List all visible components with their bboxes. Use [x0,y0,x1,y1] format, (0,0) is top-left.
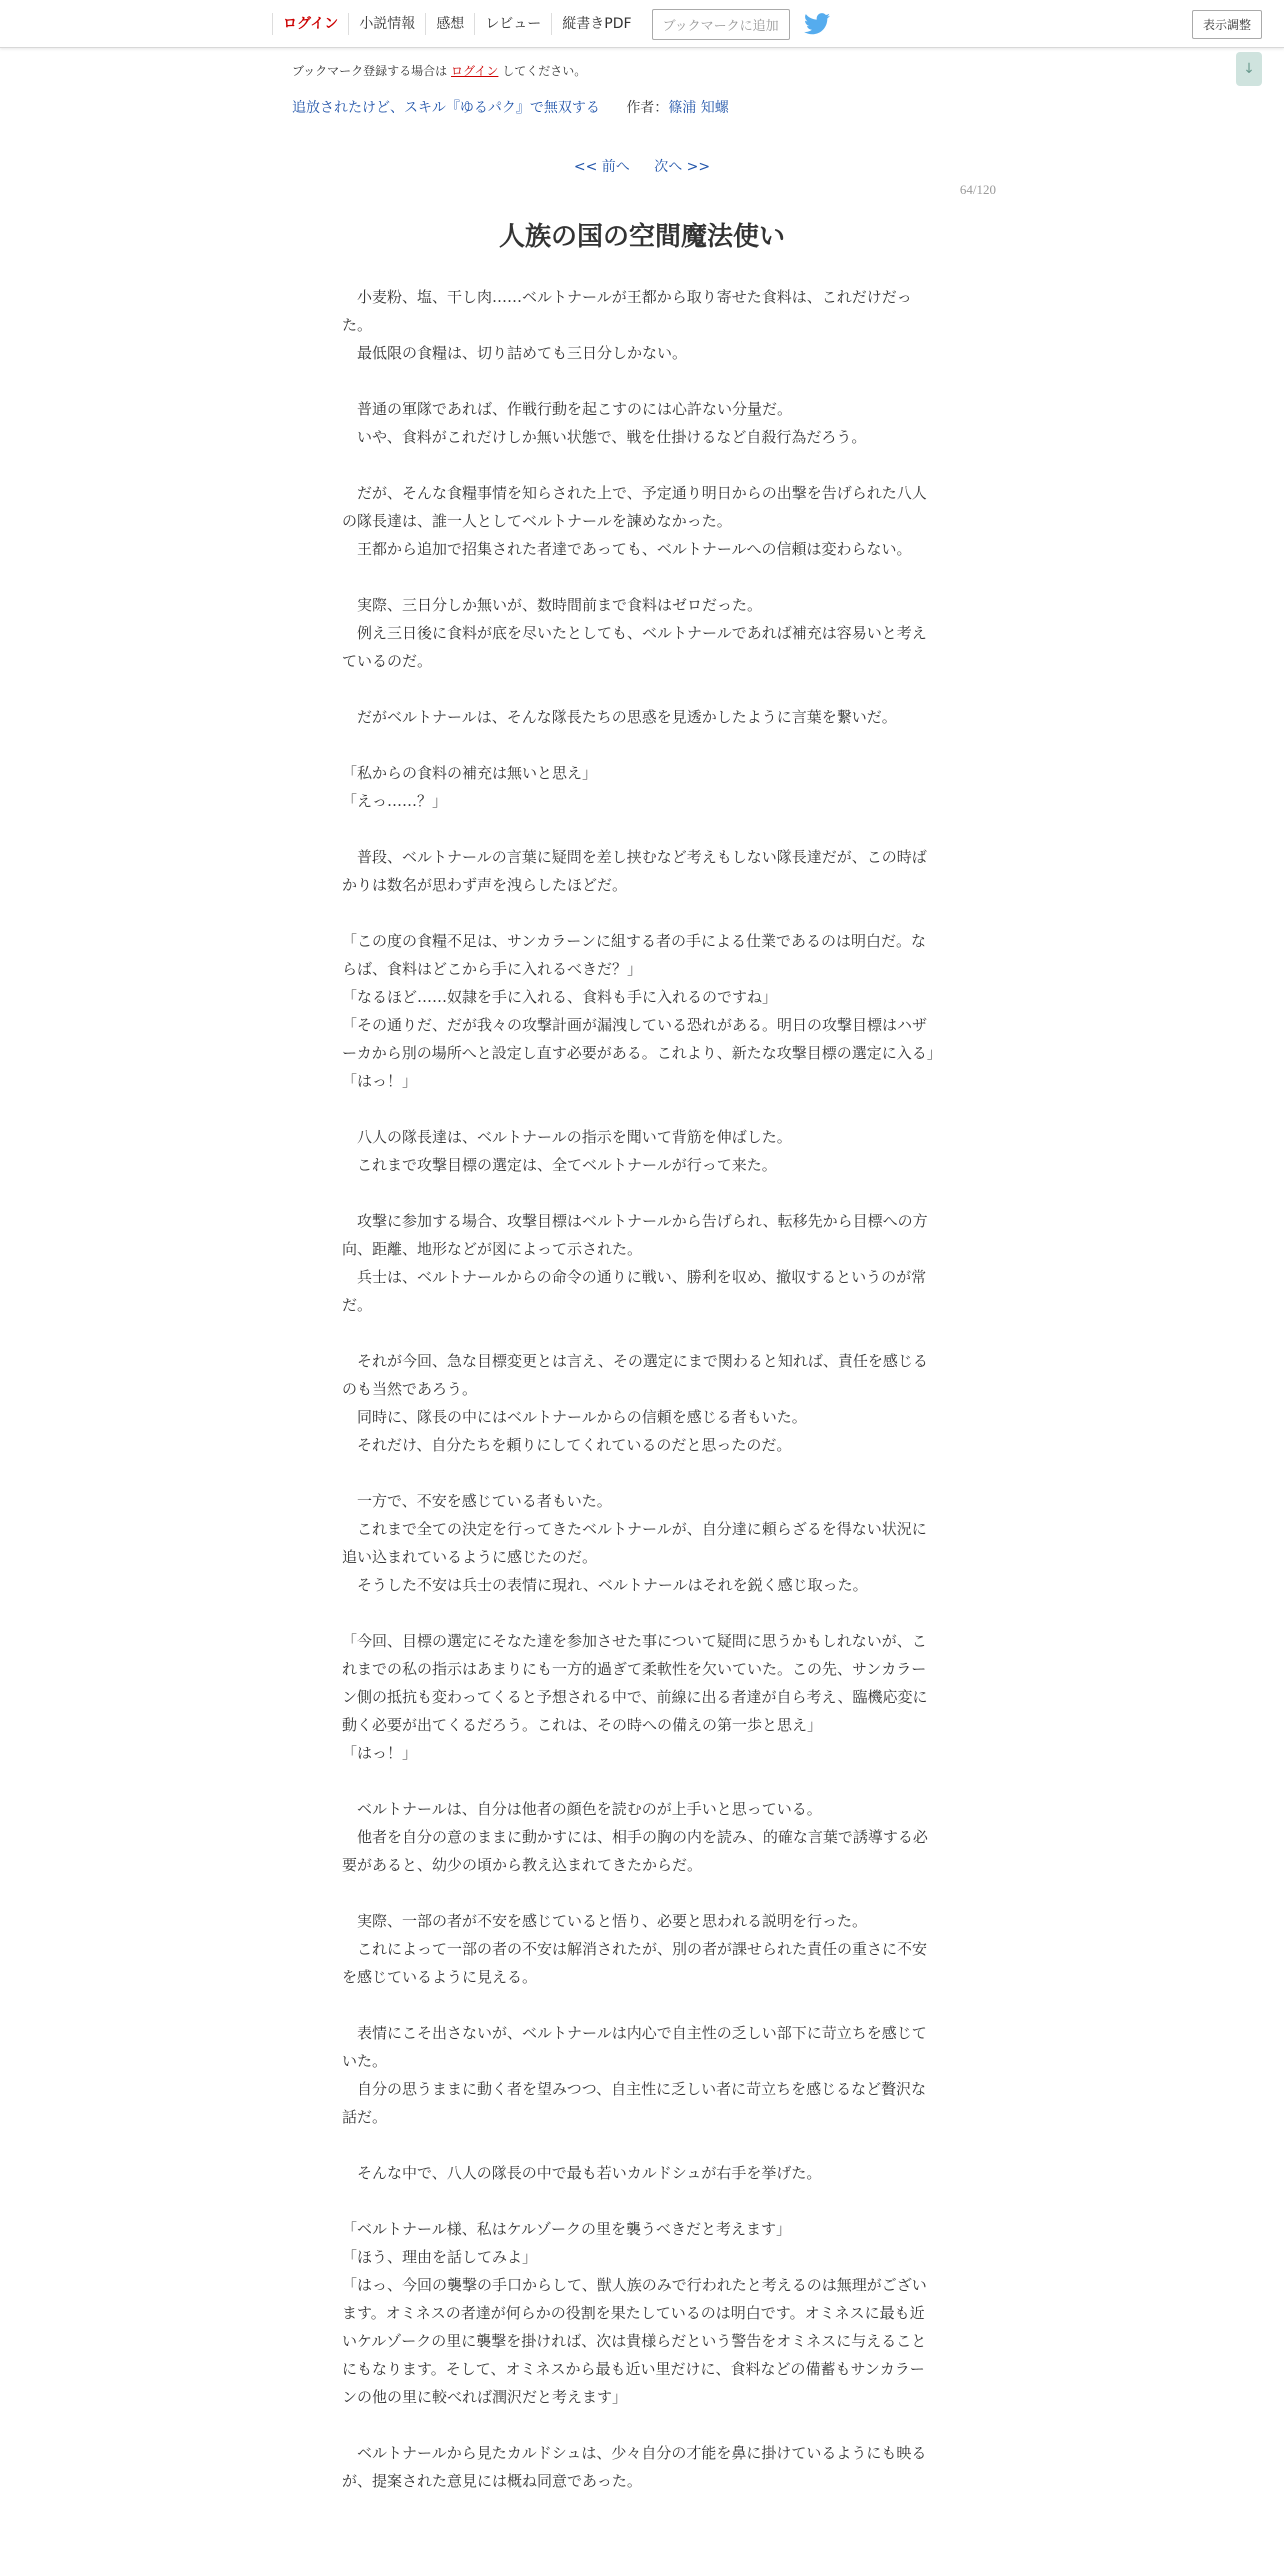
body-paragraph: 普通の軍隊であれば、作戦行動を起こすのには心許ない分量だ。 [342,400,793,418]
body-paragraph: 「この度の食糧不足は、サンカラーンに組する者の手による仕業であるのは明白だ。ならば、食料はどこから手に入れるべきだ？」 [342,932,926,978]
body-paragraph: 八人の隊長達は、ベルトナールの指示を聞いて背筋を伸ばした。 [342,1128,792,1146]
body-paragraph: 実際、一部の者が不安を感じていると悟り、必要と思われる説明を行った。 [342,1912,868,1930]
body-paragraph: これによって一部の者の不安は解消されたが、別の者が課せられた責任の重さに不安を感じているように見える。 [342,1940,928,1986]
series-title-link[interactable]: 追放されたけど、スキル『ゆるパク』で無双する [292,100,600,116]
chapter-counter: 64/120 [959,182,996,197]
body-paragraph: これまで全ての決定を行ってきたベルトナールが、自分達に頼らざるを得ない状況に追い込まれているように感じたのだ。 [342,1520,927,1566]
body-paragraph: いや、食料がこれだけしか無い状態で、戦を仕掛けるなど自殺行為だろう。 [342,428,867,446]
body-paragraph: それだけ、自分たちを頼りにしてくれているのだと思ったのだ。 [342,1436,792,1454]
impressions-link[interactable]: 感想 [425,13,474,35]
novel-info-link[interactable]: 小説情報 [348,13,425,35]
body-paragraph: 最低限の食糧は、切り詰めても三日分しかない。 [342,344,688,362]
blank-line [342,1179,936,1207]
login-note-before: ブックマーク登録する場合は [292,64,448,78]
body-paragraph: 「ベルトナール様、私はケルゾークの里を襲うべきだと考えます」 [342,2220,791,2238]
blank-line [342,367,936,395]
blank-line [342,815,936,843]
vertical-pdf-link[interactable]: 縦書きPDF [551,13,641,35]
body-paragraph: ベルトナールから見たカルドシュは、少々自分の才能を鼻に掛けているようにも映るが、提案された意見には概ね同意であった。 [342,2444,927,2490]
header-nav [272,0,830,48]
blank-line [342,731,936,759]
series-info [292,97,729,117]
body-paragraph: 「えっ……？」 [342,792,448,810]
body-paragraph: 「はっ！」 [342,1744,418,1762]
blank-line [342,2131,936,2159]
body-paragraph: 表情にこそ出さないが、ベルトナールは内心で自主性の乏しい部下に苛立ちを感じていた。 [342,2024,927,2070]
author-link[interactable]: 篠浦 知螺 [668,100,729,116]
body-paragraph: 「私からの食料の補充は無いと思え」 [342,764,598,782]
body-paragraph: 「ほう、理由を話してみよ」 [342,2248,538,2266]
body-paragraph: 「その通りだ、だが我々の攻撃計画が漏洩している恐れがある。明日の攻撃目標はハザーカから別の場所へと設定し直す必要がある。これより、新たな攻撃目標の選定に入る」 [342,1016,942,1062]
body-paragraph: 実際、三日分しか無いが、数時間前まで食料はゼロだった。 [342,596,763,614]
login-note-link[interactable]: ログイン [451,64,499,78]
blank-line [342,1599,936,1627]
body-paragraph: 一方で、不安を感じている者もいた。 [342,1492,612,1510]
blank-line [342,2187,936,2215]
prev-chapter-link[interactable]: << 前へ [573,159,630,175]
body-paragraph: 小麦粉、塩、干し肉……ベルトナールが王都から取り寄せた食料は、これだけだった。 [342,288,912,334]
body-paragraph: 「なるほど……奴隷を手に入れる、食料も手に入れるのですね」 [342,988,778,1006]
twitter-icon[interactable] [804,13,830,35]
top-bar [0,0,1284,48]
login-note [292,62,586,79]
scroll-down-button[interactable]: ↓ [1236,52,1262,86]
blank-line [342,1991,936,2019]
body-paragraph: 「はっ、今回の襲撃の手口からして、獣人族のみで行われたと考えるのは無理がございます。オミネスの者達が何らかの役割を果たしているのは明白です。オミネスに最も近いケルゾークの里に襲撃を掛ければ、次は貴様らだという警告をオミネスに与えることにもなります。そして、オミネスから最も近い里だけに、食料などの備蓄もサンカラーンの他の里に較べれば潤沢だと考えます」 [342,2276,927,2406]
body-paragraph: そうした不安は兵士の表情に現れ、ベルトナールはそれを鋭く感じ取った。 [342,1576,868,1594]
blank-line [342,1459,936,1487]
body-paragraph: 同時に、隊長の中にはベルトナールからの信頼を感じる者もいた。 [342,1408,807,1426]
body-paragraph: ベルトナールは、自分は他者の顔色を読むのが上手いと思っている。 [342,1800,822,1818]
chapter-pager [0,156,1284,176]
body-paragraph: 攻撃に参加する場合、攻撃目標はベルトナールから告げられ、転移先から目標への方向、距離、地形などが図によって示された。 [342,1212,928,1258]
body-paragraph: 「はっ！」 [342,1072,418,1090]
blank-line [342,675,936,703]
blank-line [342,1879,936,1907]
blank-line [342,1319,936,1347]
blank-line [342,2411,936,2439]
blank-line [342,563,936,591]
body-paragraph: そんな中で、八人の隊長の中で最も若いカルドシュが右手を挙げた。 [342,2164,822,2182]
next-chapter-link[interactable]: 次へ >> [654,159,711,175]
chapter-body [342,283,942,2495]
body-paragraph: だがベルトナールは、そんな隊長たちの思惑を見透かしたように言葉を繋いだ。 [342,708,897,726]
body-paragraph: 「今回、目標の選定にそなた達を参加させた事について疑問に思うかもしれないが、これまでの私の指示はあまりにも一方的過ぎて柔軟性を欠いていた。この先、サンカラーン側の抵抗も変わってくると予想される中で、前線に出る者達が自ら考え、臨機応変に動く必要が出てくるだろう。これは、その時への備えの第一歩と思え」 [342,1632,928,1734]
body-paragraph: 兵士は、ベルトナールからの命令の通りに戦い、勝利を収め、撤収するというのが常だ。 [342,1268,927,1314]
body-paragraph: 普段、ベルトナールの言葉に疑問を差し挟むなど考えもしない隊長達だが、この時ばかりは数名が思わず声を洩らしたほどだ。 [342,848,927,894]
add-bookmark-button[interactable]: ブックマークに追加 [652,9,790,40]
body-paragraph: だが、そんな食糧事情を知らされた上で、予定通り明日からの出撃を告げられた八人の隊長達は、誰一人としてベルトナールを諫めなかった。 [342,484,927,530]
review-link[interactable]: レビュー [474,13,551,35]
chapter-title: 人族の国の空間魔法使い [498,222,785,252]
body-paragraph: それが今回、急な目標変更とは言え、その選定にまで関わると知れば、責任を感じるのも当然であろう。 [342,1352,928,1398]
display-settings-button[interactable]: 表示調整 [1192,10,1262,39]
login-link[interactable]: ログイン [272,13,348,35]
author-label: 作者： [626,100,669,116]
blank-line [342,899,936,927]
body-paragraph: 自分の思うままに動く者を望みつつ、自主性に乏しい者に苛立ちを感じるなど贅沢な話だ。 [342,2080,927,2126]
blank-line [342,1095,936,1123]
blank-line [342,1767,936,1795]
body-paragraph: 王都から追加で招集された者達であっても、ベルトナールへの信頼は変わらない。 [342,540,912,558]
body-paragraph: 例え三日後に食料が底を尽いたとしても、ベルトナールであれば補充は容易いと考えているのだ。 [342,624,927,670]
body-paragraph: これまで攻撃目標の選定は、全てベルトナールが行って来た。 [342,1156,777,1174]
blank-line [342,451,936,479]
body-paragraph: 他者を自分の意のままに動かすには、相手の胸の内を読み、的確な言葉で誘導する必要があると、幼少の頃から教え込まれてきたからだ。 [342,1828,928,1874]
login-note-after: してください。 [502,64,587,78]
